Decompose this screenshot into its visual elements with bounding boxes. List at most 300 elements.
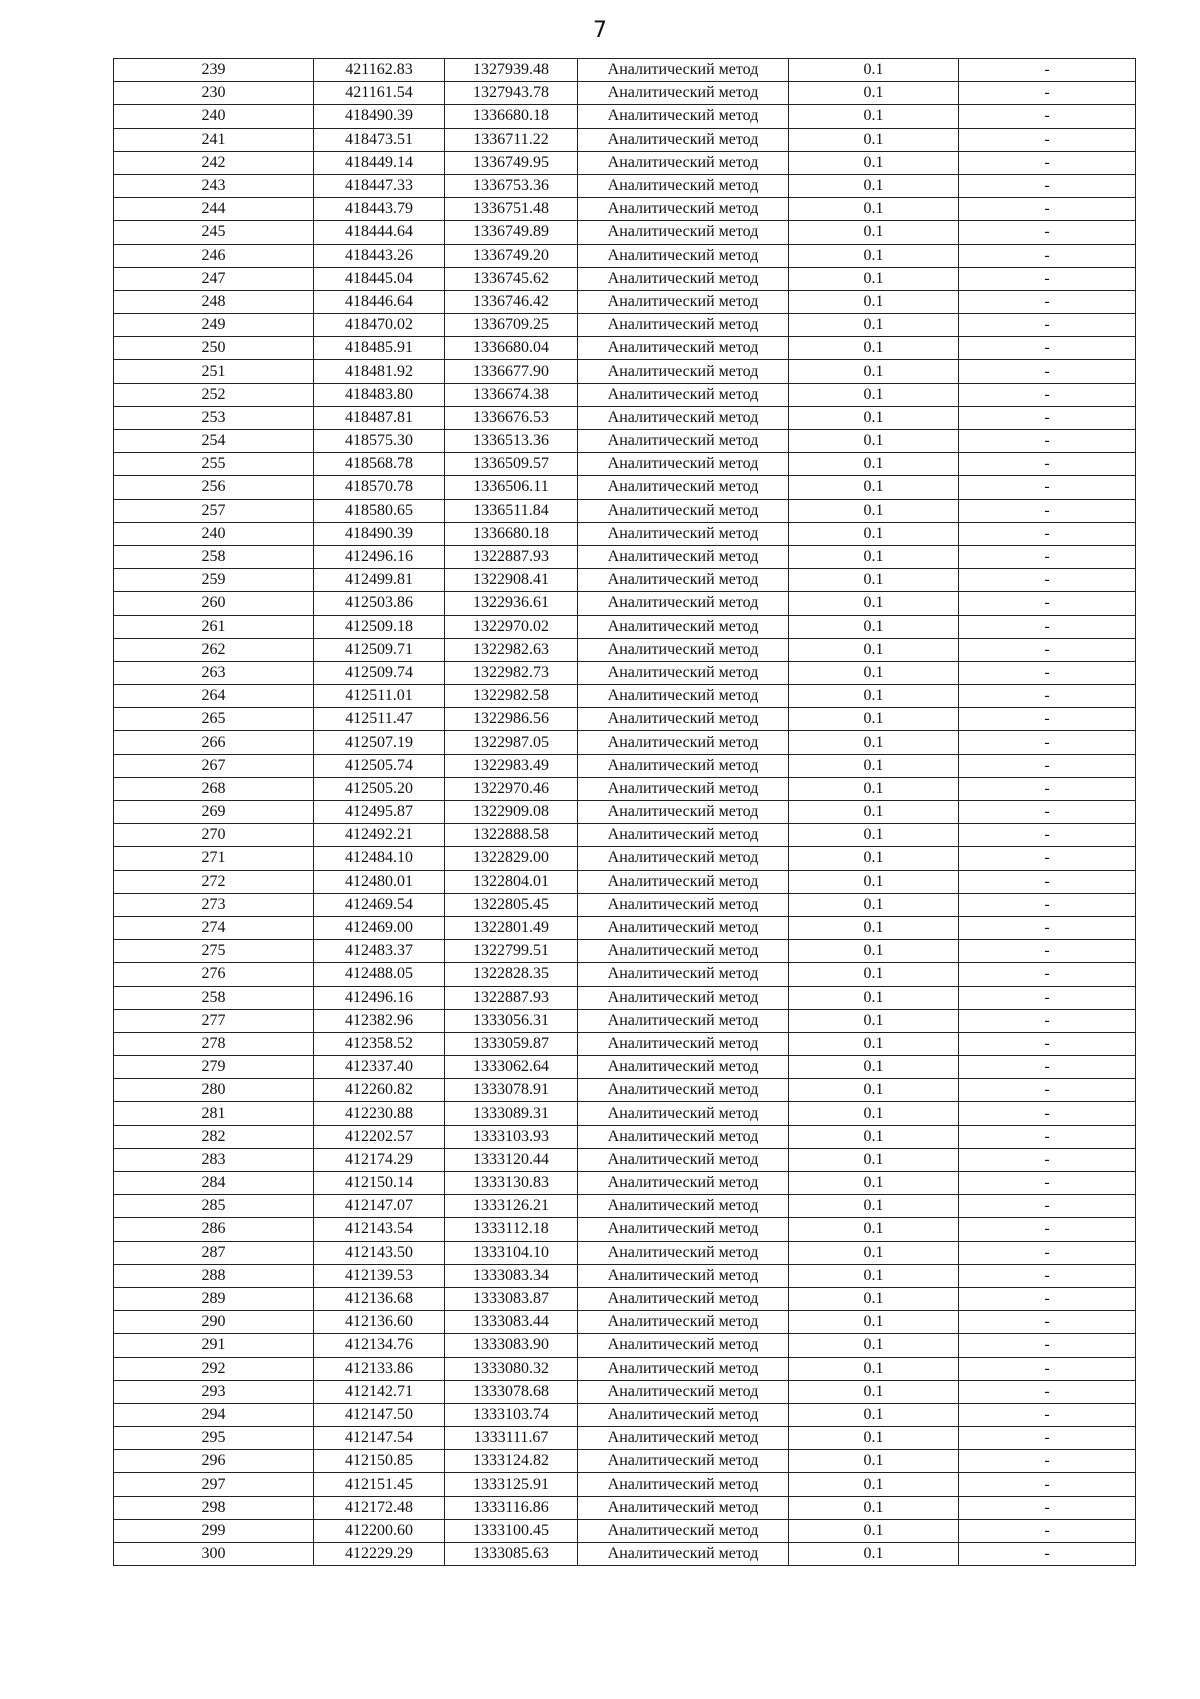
accuracy-cell: 0.1 [789, 661, 959, 684]
method-cell: Аналитический метод [578, 916, 789, 939]
method-cell: Аналитический метод [578, 151, 789, 174]
table-row [114, 290, 1136, 313]
accuracy-cell: 0.1 [789, 940, 959, 963]
method-cell: Аналитический метод [578, 59, 789, 82]
description-cell: - [959, 916, 1136, 939]
x-coordinate-cell: 412202.57 [314, 1125, 445, 1148]
point-number-cell: 243 [114, 174, 314, 197]
accuracy-cell: 0.1 [789, 824, 959, 847]
description-cell: - [959, 151, 1136, 174]
description-cell: - [959, 1032, 1136, 1055]
table-row [114, 337, 1136, 360]
description-cell: - [959, 1450, 1136, 1473]
table-row [114, 499, 1136, 522]
accuracy-cell: 0.1 [789, 499, 959, 522]
point-number-cell: 295 [114, 1427, 314, 1450]
accuracy-cell: 0.1 [789, 1357, 959, 1380]
point-number-cell: 248 [114, 290, 314, 313]
point-number-cell: 250 [114, 337, 314, 360]
description-cell: - [959, 1056, 1136, 1079]
description-cell: - [959, 1172, 1136, 1195]
x-coordinate-cell: 418490.39 [314, 105, 445, 128]
x-coordinate-cell: 418580.65 [314, 499, 445, 522]
y-coordinate-cell: 1333116.86 [445, 1496, 578, 1519]
y-coordinate-cell: 1336749.20 [445, 244, 578, 267]
description-cell: - [959, 314, 1136, 337]
y-coordinate-cell: 1336511.84 [445, 499, 578, 522]
method-cell: Аналитический метод [578, 754, 789, 777]
description-cell: - [959, 128, 1136, 151]
accuracy-cell: 0.1 [789, 198, 959, 221]
method-cell: Аналитический метод [578, 290, 789, 313]
method-cell: Аналитический метод [578, 383, 789, 406]
accuracy-cell: 0.1 [789, 1519, 959, 1542]
method-cell: Аналитический метод [578, 1102, 789, 1125]
description-cell: - [959, 522, 1136, 545]
method-cell: Аналитический метод [578, 940, 789, 963]
accuracy-cell: 0.1 [789, 1380, 959, 1403]
table-row [114, 453, 1136, 476]
x-coordinate-cell: 412136.68 [314, 1287, 445, 1310]
accuracy-cell: 0.1 [789, 754, 959, 777]
method-cell: Аналитический метод [578, 1496, 789, 1519]
method-cell: Аналитический метод [578, 128, 789, 151]
table-row [114, 940, 1136, 963]
y-coordinate-cell: 1333056.31 [445, 1009, 578, 1032]
y-coordinate-cell: 1322909.08 [445, 801, 578, 824]
description-cell: - [959, 290, 1136, 313]
description-cell: - [959, 963, 1136, 986]
table-row [114, 638, 1136, 661]
y-coordinate-cell: 1333112.18 [445, 1218, 578, 1241]
x-coordinate-cell: 412509.74 [314, 661, 445, 684]
description-cell: - [959, 1403, 1136, 1426]
x-coordinate-cell: 412484.10 [314, 847, 445, 870]
method-cell: Аналитический метод [578, 1380, 789, 1403]
method-cell: Аналитический метод [578, 1427, 789, 1450]
accuracy-cell: 0.1 [789, 615, 959, 638]
point-number-cell: 263 [114, 661, 314, 684]
table-row [114, 916, 1136, 939]
point-number-cell: 274 [114, 916, 314, 939]
table-row [114, 1450, 1136, 1473]
table-row [114, 1172, 1136, 1195]
x-coordinate-cell: 412503.86 [314, 592, 445, 615]
x-coordinate-cell: 418446.64 [314, 290, 445, 313]
accuracy-cell: 0.1 [789, 1403, 959, 1426]
description-cell: - [959, 731, 1136, 754]
x-coordinate-cell: 412358.52 [314, 1032, 445, 1055]
x-coordinate-cell: 418568.78 [314, 453, 445, 476]
x-coordinate-cell: 412229.29 [314, 1543, 445, 1566]
description-cell: - [959, 986, 1136, 1009]
point-number-cell: 298 [114, 1496, 314, 1519]
point-number-cell: 296 [114, 1450, 314, 1473]
method-cell: Аналитический метод [578, 777, 789, 800]
table-row [114, 1380, 1136, 1403]
accuracy-cell: 0.1 [789, 963, 959, 986]
table-row [114, 360, 1136, 383]
point-number-cell: 272 [114, 870, 314, 893]
x-coordinate-cell: 412147.07 [314, 1195, 445, 1218]
method-cell: Аналитический метод [578, 430, 789, 453]
table-row [114, 1009, 1136, 1032]
method-cell: Аналитический метод [578, 1287, 789, 1310]
method-cell: Аналитический метод [578, 1218, 789, 1241]
x-coordinate-cell: 412507.19 [314, 731, 445, 754]
description-cell: - [959, 360, 1136, 383]
y-coordinate-cell: 1333078.68 [445, 1380, 578, 1403]
description-cell: - [959, 1311, 1136, 1334]
table-row [114, 1287, 1136, 1310]
y-coordinate-cell: 1322908.41 [445, 569, 578, 592]
description-cell: - [959, 1380, 1136, 1403]
point-number-cell: 240 [114, 105, 314, 128]
y-coordinate-cell: 1333103.74 [445, 1403, 578, 1426]
y-coordinate-cell: 1333080.32 [445, 1357, 578, 1380]
table-row [114, 1357, 1136, 1380]
accuracy-cell: 0.1 [789, 1543, 959, 1566]
coordinates-table [113, 58, 1136, 1566]
accuracy-cell: 0.1 [789, 360, 959, 383]
x-coordinate-cell: 418485.91 [314, 337, 445, 360]
accuracy-cell: 0.1 [789, 290, 959, 313]
table-row [114, 986, 1136, 1009]
point-number-cell: 273 [114, 893, 314, 916]
method-cell: Аналитический метод [578, 685, 789, 708]
accuracy-cell: 0.1 [789, 1218, 959, 1241]
accuracy-cell: 0.1 [789, 522, 959, 545]
y-coordinate-cell: 1322799.51 [445, 940, 578, 963]
y-coordinate-cell: 1333104.10 [445, 1241, 578, 1264]
description-cell: - [959, 1195, 1136, 1218]
method-cell: Аналитический метод [578, 244, 789, 267]
point-number-cell: 280 [114, 1079, 314, 1102]
table-row [114, 1473, 1136, 1496]
table-row [114, 198, 1136, 221]
method-cell: Аналитический метод [578, 1032, 789, 1055]
method-cell: Аналитический метод [578, 1357, 789, 1380]
table-row [114, 708, 1136, 731]
accuracy-cell: 0.1 [789, 1195, 959, 1218]
method-cell: Аналитический метод [578, 824, 789, 847]
accuracy-cell: 0.1 [789, 1311, 959, 1334]
y-coordinate-cell: 1333103.93 [445, 1125, 578, 1148]
table-row [114, 128, 1136, 151]
x-coordinate-cell: 412143.54 [314, 1218, 445, 1241]
accuracy-cell: 0.1 [789, 383, 959, 406]
accuracy-cell: 0.1 [789, 82, 959, 105]
y-coordinate-cell: 1322982.63 [445, 638, 578, 661]
method-cell: Аналитический метод [578, 1172, 789, 1195]
description-cell: - [959, 1079, 1136, 1102]
accuracy-cell: 0.1 [789, 151, 959, 174]
point-number-cell: 276 [114, 963, 314, 986]
x-coordinate-cell: 412150.14 [314, 1172, 445, 1195]
y-coordinate-cell: 1336746.42 [445, 290, 578, 313]
x-coordinate-cell: 412505.20 [314, 777, 445, 800]
accuracy-cell: 0.1 [789, 453, 959, 476]
point-number-cell: 241 [114, 128, 314, 151]
x-coordinate-cell: 418470.02 [314, 314, 445, 337]
point-number-cell: 278 [114, 1032, 314, 1055]
point-number-cell: 271 [114, 847, 314, 870]
description-cell: - [959, 406, 1136, 429]
method-cell: Аналитический метод [578, 198, 789, 221]
accuracy-cell: 0.1 [789, 569, 959, 592]
x-coordinate-cell: 412142.71 [314, 1380, 445, 1403]
table-row [114, 801, 1136, 824]
table-row [114, 314, 1136, 337]
x-coordinate-cell: 418449.14 [314, 151, 445, 174]
accuracy-cell: 0.1 [789, 1056, 959, 1079]
x-coordinate-cell: 418443.79 [314, 198, 445, 221]
x-coordinate-cell: 418445.04 [314, 267, 445, 290]
point-number-cell: 282 [114, 1125, 314, 1148]
accuracy-cell: 0.1 [789, 685, 959, 708]
x-coordinate-cell: 412133.86 [314, 1357, 445, 1380]
method-cell: Аналитический метод [578, 1241, 789, 1264]
point-number-cell: 251 [114, 360, 314, 383]
x-coordinate-cell: 412496.16 [314, 545, 445, 568]
table-row [114, 870, 1136, 893]
x-coordinate-cell: 412496.16 [314, 986, 445, 1009]
method-cell: Аналитический метод [578, 1148, 789, 1171]
table-row [114, 1079, 1136, 1102]
y-coordinate-cell: 1336680.04 [445, 337, 578, 360]
x-coordinate-cell: 412499.81 [314, 569, 445, 592]
point-number-cell: 256 [114, 476, 314, 499]
accuracy-cell: 0.1 [789, 731, 959, 754]
x-coordinate-cell: 412143.50 [314, 1241, 445, 1264]
table-row [114, 777, 1136, 800]
x-coordinate-cell: 412139.53 [314, 1264, 445, 1287]
method-cell: Аналитический метод [578, 545, 789, 568]
point-number-cell: 258 [114, 986, 314, 1009]
y-coordinate-cell: 1336749.95 [445, 151, 578, 174]
accuracy-cell: 0.1 [789, 314, 959, 337]
y-coordinate-cell: 1333111.67 [445, 1427, 578, 1450]
x-coordinate-cell: 421161.54 [314, 82, 445, 105]
y-coordinate-cell: 1336680.18 [445, 105, 578, 128]
x-coordinate-cell: 418570.78 [314, 476, 445, 499]
y-coordinate-cell: 1336745.62 [445, 267, 578, 290]
description-cell: - [959, 1543, 1136, 1566]
method-cell: Аналитический метод [578, 592, 789, 615]
y-coordinate-cell: 1333124.82 [445, 1450, 578, 1473]
accuracy-cell: 0.1 [789, 1079, 959, 1102]
description-cell: - [959, 569, 1136, 592]
description-cell: - [959, 1357, 1136, 1380]
table-row [114, 151, 1136, 174]
x-coordinate-cell: 412337.40 [314, 1056, 445, 1079]
accuracy-cell: 0.1 [789, 893, 959, 916]
y-coordinate-cell: 1322828.35 [445, 963, 578, 986]
method-cell: Аналитический метод [578, 1195, 789, 1218]
description-cell: - [959, 453, 1136, 476]
table-row [114, 1241, 1136, 1264]
x-coordinate-cell: 412174.29 [314, 1148, 445, 1171]
point-number-cell: 261 [114, 615, 314, 638]
description-cell: - [959, 777, 1136, 800]
x-coordinate-cell: 418444.64 [314, 221, 445, 244]
accuracy-cell: 0.1 [789, 476, 959, 499]
table-row [114, 847, 1136, 870]
description-cell: - [959, 615, 1136, 638]
method-cell: Аналитический метод [578, 1334, 789, 1357]
description-cell: - [959, 1102, 1136, 1125]
description-cell: - [959, 940, 1136, 963]
y-coordinate-cell: 1327943.78 [445, 82, 578, 105]
method-cell: Аналитический метод [578, 499, 789, 522]
x-coordinate-cell: 412150.85 [314, 1450, 445, 1473]
y-coordinate-cell: 1336676.53 [445, 406, 578, 429]
point-number-cell: 265 [114, 708, 314, 731]
point-number-cell: 268 [114, 777, 314, 800]
description-cell: - [959, 1009, 1136, 1032]
point-number-cell: 245 [114, 221, 314, 244]
x-coordinate-cell: 412172.48 [314, 1496, 445, 1519]
point-number-cell: 287 [114, 1241, 314, 1264]
y-coordinate-cell: 1322982.58 [445, 685, 578, 708]
x-coordinate-cell: 412511.47 [314, 708, 445, 731]
table-row [114, 59, 1136, 82]
method-cell: Аналитический метод [578, 731, 789, 754]
x-coordinate-cell: 418473.51 [314, 128, 445, 151]
table-row [114, 1264, 1136, 1287]
x-coordinate-cell: 412151.45 [314, 1473, 445, 1496]
table-row [114, 1496, 1136, 1519]
y-coordinate-cell: 1333126.21 [445, 1195, 578, 1218]
y-coordinate-cell: 1333089.31 [445, 1102, 578, 1125]
description-cell: - [959, 708, 1136, 731]
table-row [114, 1519, 1136, 1542]
point-number-cell: 293 [114, 1380, 314, 1403]
point-number-cell: 299 [114, 1519, 314, 1542]
accuracy-cell: 0.1 [789, 1102, 959, 1125]
y-coordinate-cell: 1322804.01 [445, 870, 578, 893]
y-coordinate-cell: 1333120.44 [445, 1148, 578, 1171]
accuracy-cell: 0.1 [789, 221, 959, 244]
table-row [114, 1403, 1136, 1426]
accuracy-cell: 0.1 [789, 1496, 959, 1519]
y-coordinate-cell: 1322801.49 [445, 916, 578, 939]
y-coordinate-cell: 1322982.73 [445, 661, 578, 684]
accuracy-cell: 0.1 [789, 1148, 959, 1171]
y-coordinate-cell: 1333078.91 [445, 1079, 578, 1102]
accuracy-cell: 0.1 [789, 916, 959, 939]
description-cell: - [959, 198, 1136, 221]
table-row [114, 221, 1136, 244]
y-coordinate-cell: 1322970.46 [445, 777, 578, 800]
description-cell: - [959, 685, 1136, 708]
point-number-cell: 258 [114, 545, 314, 568]
x-coordinate-cell: 412505.74 [314, 754, 445, 777]
point-number-cell: 289 [114, 1287, 314, 1310]
accuracy-cell: 0.1 [789, 1427, 959, 1450]
accuracy-cell: 0.1 [789, 1450, 959, 1473]
description-cell: - [959, 430, 1136, 453]
x-coordinate-cell: 412382.96 [314, 1009, 445, 1032]
method-cell: Аналитический метод [578, 337, 789, 360]
x-coordinate-cell: 418487.81 [314, 406, 445, 429]
table-row [114, 963, 1136, 986]
x-coordinate-cell: 412136.60 [314, 1311, 445, 1334]
method-cell: Аналитический метод [578, 615, 789, 638]
x-coordinate-cell: 412147.50 [314, 1403, 445, 1426]
table-row [114, 1195, 1136, 1218]
point-number-cell: 294 [114, 1403, 314, 1426]
accuracy-cell: 0.1 [789, 847, 959, 870]
point-number-cell: 230 [114, 82, 314, 105]
accuracy-cell: 0.1 [789, 545, 959, 568]
description-cell: - [959, 267, 1136, 290]
y-coordinate-cell: 1322936.61 [445, 592, 578, 615]
accuracy-cell: 0.1 [789, 1241, 959, 1264]
table-row [114, 824, 1136, 847]
accuracy-cell: 0.1 [789, 708, 959, 731]
table-row [114, 893, 1136, 916]
accuracy-cell: 0.1 [789, 430, 959, 453]
description-cell: - [959, 1519, 1136, 1542]
description-cell: - [959, 1496, 1136, 1519]
x-coordinate-cell: 412483.37 [314, 940, 445, 963]
method-cell: Аналитический метод [578, 360, 789, 383]
point-number-cell: 290 [114, 1311, 314, 1334]
accuracy-cell: 0.1 [789, 801, 959, 824]
method-cell: Аналитический метод [578, 963, 789, 986]
x-coordinate-cell: 412509.18 [314, 615, 445, 638]
method-cell: Аналитический метод [578, 522, 789, 545]
x-coordinate-cell: 418490.39 [314, 522, 445, 545]
table-row [114, 105, 1136, 128]
x-coordinate-cell: 412488.05 [314, 963, 445, 986]
y-coordinate-cell: 1336751.48 [445, 198, 578, 221]
description-cell: - [959, 499, 1136, 522]
accuracy-cell: 0.1 [789, 986, 959, 1009]
point-number-cell: 254 [114, 430, 314, 453]
y-coordinate-cell: 1327939.48 [445, 59, 578, 82]
method-cell: Аналитический метод [578, 1079, 789, 1102]
accuracy-cell: 0.1 [789, 105, 959, 128]
point-number-cell: 275 [114, 940, 314, 963]
accuracy-cell: 0.1 [789, 174, 959, 197]
method-cell: Аналитический метод [578, 1543, 789, 1566]
description-cell: - [959, 383, 1136, 406]
x-coordinate-cell: 412495.87 [314, 801, 445, 824]
point-number-cell: 252 [114, 383, 314, 406]
description-cell: - [959, 174, 1136, 197]
y-coordinate-cell: 1336680.18 [445, 522, 578, 545]
method-cell: Аналитический метод [578, 569, 789, 592]
method-cell: Аналитический метод [578, 314, 789, 337]
point-number-cell: 253 [114, 406, 314, 429]
accuracy-cell: 0.1 [789, 777, 959, 800]
method-cell: Аналитический метод [578, 1311, 789, 1334]
method-cell: Аналитический метод [578, 453, 789, 476]
accuracy-cell: 0.1 [789, 1009, 959, 1032]
y-coordinate-cell: 1336509.57 [445, 453, 578, 476]
y-coordinate-cell: 1333083.34 [445, 1264, 578, 1287]
method-cell: Аналитический метод [578, 406, 789, 429]
table-row [114, 569, 1136, 592]
method-cell: Аналитический метод [578, 1519, 789, 1542]
table-row [114, 1427, 1136, 1450]
method-cell: Аналитический метод [578, 221, 789, 244]
point-number-cell: 291 [114, 1334, 314, 1357]
table-row [114, 1148, 1136, 1171]
method-cell: Аналитический метод [578, 1264, 789, 1287]
